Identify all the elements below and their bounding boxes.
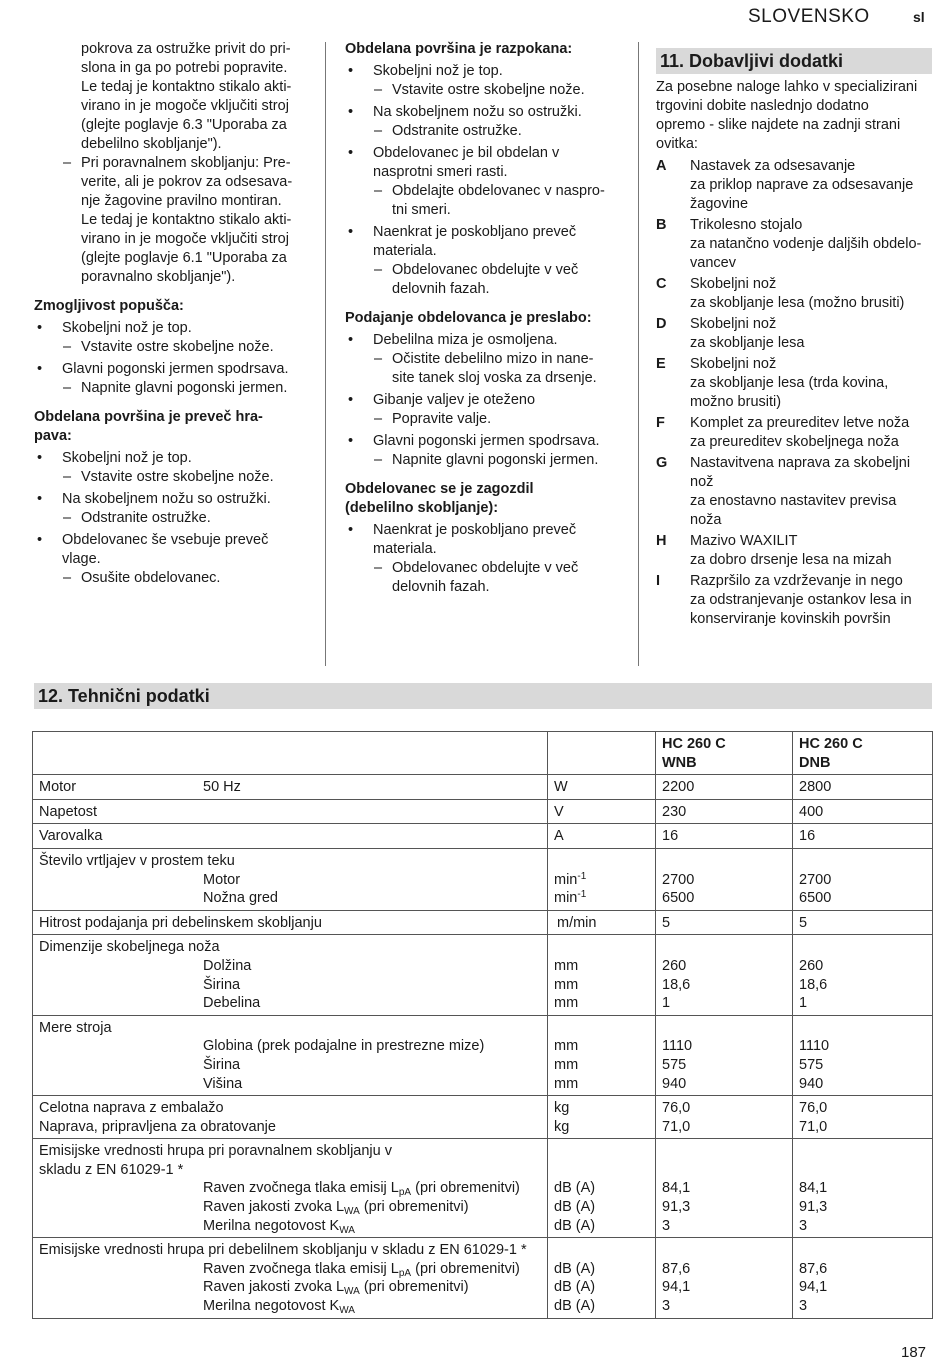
text-line	[39, 1278, 541, 1297]
value-cell: 2800	[793, 775, 933, 800]
text-line: tni smeri.	[392, 202, 451, 218]
text-line: žagovine	[690, 196, 749, 212]
table-row	[33, 935, 933, 1015]
accessory-item	[656, 454, 932, 530]
cause-item: • Na skobeljnem nožu so ostružki.	[345, 103, 623, 122]
text-line: za priklop naprave za odsesavanje	[690, 177, 914, 193]
text-line: • Obdelovanec še vsebuje preveč	[62, 532, 269, 548]
row-label: Napetost	[33, 799, 548, 824]
remedy-item: – Napnite glavni pogonski jermen.	[345, 451, 623, 470]
text-line	[39, 1217, 541, 1236]
text-line: dB (A)	[554, 1199, 596, 1216]
text-line: 260	[662, 957, 687, 974]
row-label: Hitrost podajanja pri debelinskem skobljanju	[33, 910, 548, 935]
text-line: Trikolesno stojalo	[690, 217, 803, 233]
row-label	[33, 1096, 548, 1139]
text-line: • Naenkrat je poskobljano preveč	[373, 224, 577, 240]
heading-line: (debelilno skobljanje):	[345, 500, 499, 516]
text-line: 1	[799, 995, 808, 1012]
accessory-letter: E	[656, 356, 666, 372]
text-line: Za posebne naloge lahko v specializirani	[656, 79, 918, 95]
column-divider-2	[638, 42, 639, 666]
text-line: Emisijske vrednosti hrupa pri debelilnem skobljanju v skladu z EN 61029-1 *	[39, 1242, 527, 1259]
text-line: Naprava, pripravljena za obratovanje	[39, 1118, 276, 1135]
table-row	[33, 1139, 933, 1238]
table-row	[33, 1096, 933, 1139]
cause-item	[345, 144, 623, 182]
remedy-item: – Odstranite ostružke.	[345, 122, 623, 141]
cause-item: • Debelilna miza je osmoljena.	[345, 331, 623, 350]
heading-line: Obdelovanec se je zagozdil	[345, 481, 534, 497]
accessory-letter: C	[656, 276, 667, 292]
text-line: Širina	[203, 976, 241, 993]
text-line: 575	[662, 1056, 687, 1073]
problem-heading: Zmogljivost popušča:	[34, 298, 184, 314]
text-line: Globina (prek podajalne in prestrezne mize)	[203, 1038, 485, 1055]
text-line: WNB	[662, 754, 697, 771]
remedy-item: – Vstavite ostre skobeljne nože.	[345, 81, 623, 100]
accessory-letter: D	[656, 316, 667, 332]
text-line: ovitka:	[656, 136, 698, 152]
subscript: WA	[339, 1305, 355, 1317]
subscript: WA	[344, 1206, 360, 1218]
remedy-item	[345, 182, 623, 220]
accessory-item	[656, 532, 932, 570]
remedy-item: – Napnite glavni pogonski jermen.	[34, 379, 304, 398]
text-line	[39, 1179, 541, 1198]
text-line: Širina	[203, 1056, 241, 1073]
text-line: mm	[554, 957, 579, 974]
cause-item: • Na skobeljnem nožu so ostružki.	[34, 490, 304, 509]
table-row	[33, 910, 933, 935]
accessory-item	[656, 216, 932, 273]
text-line: dB (A)	[554, 1279, 596, 1296]
remedy-item: – Vstavite ostre skobeljne nože.	[34, 338, 304, 357]
unit-cell	[548, 910, 656, 935]
section-heading-accessories: 11. Dobavljivi dodatki	[656, 48, 932, 74]
text-line: za enostavno nastavitev previsa	[690, 493, 897, 509]
text-line: mm	[554, 1075, 579, 1092]
text-line: trgovini dobite naslednjo dodatno	[656, 98, 869, 114]
cause-item	[345, 521, 623, 559]
text-line: Le tedaj je kontaktno stikalo akti-	[81, 212, 292, 228]
row-label	[33, 775, 548, 800]
language-code: sl	[913, 9, 925, 25]
text-line: kg	[554, 1118, 570, 1135]
column-divider-1	[325, 42, 326, 666]
unit-exponent: -1	[577, 889, 587, 901]
text-line: mm	[554, 995, 579, 1012]
text-line: 71,0	[662, 1118, 691, 1135]
unit-cell	[548, 1139, 656, 1238]
text-line: 1110	[799, 1038, 830, 1055]
subscript: pA	[398, 1187, 412, 1199]
text-line	[554, 889, 649, 908]
cause-item: • Gibanje valjev je oteženo	[345, 391, 623, 410]
text-line: HC 260 C	[662, 736, 726, 752]
text-line: za natančno vodenje daljših obdelo-	[690, 236, 922, 252]
text-line: debelilno skobljanje").	[81, 136, 222, 152]
text-line: 18,6	[662, 976, 691, 993]
text-line: HC 260 C	[799, 736, 863, 752]
unit-cell: A	[548, 824, 656, 849]
text-line: 3	[662, 1298, 671, 1315]
table-row	[33, 1238, 933, 1318]
text-line: 6500	[662, 890, 695, 907]
text: Raven zvočnega tlaka emisij L	[203, 1260, 399, 1277]
text-line: Nožna gred	[203, 890, 278, 907]
text: (pri obremenitvi)	[359, 1199, 469, 1216]
text-line: Emisijske vrednosti hrupa pri poravnalnem skobljanju v	[39, 1143, 392, 1160]
remedy-item: – Vstavite ostre skobeljne nože.	[34, 468, 304, 487]
text-line: konserviranje kovinskih površin	[690, 611, 891, 627]
text-line: 6500	[799, 890, 832, 907]
text: (pri obremenitvi)	[411, 1260, 520, 1277]
value-cell: 16	[656, 824, 793, 849]
text-line: 3	[799, 1298, 808, 1315]
text-line: 84,1	[799, 1180, 828, 1197]
text: Raven zvočnega tlaka emisij L	[203, 1180, 399, 1197]
text-line: Višina	[203, 1075, 243, 1092]
text-line: – Obdelovanec obdelujte v več	[392, 262, 579, 278]
accessory-letter: G	[656, 455, 668, 471]
text-line: 575	[799, 1056, 824, 1073]
remedy-item: – Popravite valje.	[345, 410, 623, 429]
text-line: Celotna naprava z embalažo	[39, 1100, 224, 1117]
text-line: 3	[799, 1217, 808, 1234]
text-line: 2700	[799, 871, 832, 888]
text-line: 940	[662, 1075, 687, 1092]
value-cell	[793, 1015, 933, 1095]
accessory-letter: I	[656, 573, 661, 589]
text-line: 1	[662, 995, 671, 1012]
text-line: za skobljanje lesa (možno brusiti)	[690, 295, 905, 311]
problem-heading	[34, 408, 304, 446]
text-line: opremo - slike najdete na zadnji strani	[656, 117, 901, 133]
text-line: – Obdelajte obdelovanec v naspro-	[392, 183, 605, 199]
text-line: – Obdelovanec obdelujte v več	[392, 560, 579, 576]
model-header-dnb	[793, 732, 933, 775]
text-line: virano in je mogoče vključiti stroj	[81, 98, 289, 114]
value-cell	[793, 1238, 933, 1318]
text-line: Dolžina	[203, 957, 252, 974]
text: (pri obremenitvi)	[359, 1279, 469, 1296]
value-cell	[656, 1139, 793, 1238]
heading-line: Obdelana površina je preveč hra-	[34, 409, 263, 425]
text-line: 87,6	[799, 1260, 828, 1277]
text-line: slona in ga po potrebi popravite.	[81, 60, 288, 76]
text-line: mm	[554, 976, 579, 993]
text-line: za odstranjevanje ostankov lesa in	[690, 592, 912, 608]
text-line	[39, 1260, 541, 1279]
value-cell	[656, 935, 793, 1015]
text-line: možno brusiti)	[690, 394, 782, 410]
table-row	[33, 824, 933, 849]
unit-base: min	[554, 890, 578, 907]
text-line: 260	[799, 957, 824, 974]
text-line: delovnih fazah.	[392, 579, 490, 595]
text-line: mm	[554, 1038, 579, 1055]
row-label	[33, 1015, 548, 1095]
troubleshooting-column-2	[345, 40, 623, 597]
text-line: DNB	[799, 754, 831, 771]
text-line: dB (A)	[554, 1260, 596, 1277]
cause-item: • Glavni pogonski jermen spodrsava.	[34, 360, 304, 379]
text-line: materiala.	[373, 243, 437, 259]
remedy-line: – Pri poravnalnem skobljanju: Pre-	[34, 154, 304, 173]
table-row	[33, 1015, 933, 1095]
technical-data-table	[32, 731, 933, 1319]
text-line: dB (A)	[554, 1180, 596, 1197]
section-heading-technical-data: 12. Tehnični podatki	[34, 683, 932, 709]
text-line: Mazivo WAXILIT	[690, 533, 798, 549]
text-line: skladu z EN 61029-1 *	[39, 1161, 184, 1178]
accessory-item	[656, 414, 932, 452]
value-cell	[793, 1096, 933, 1139]
text-line: materiala.	[373, 541, 437, 557]
unit-cell	[548, 935, 656, 1015]
value-cell	[793, 935, 933, 1015]
value-cell	[656, 1015, 793, 1095]
text-line: nasprotni smeri rasti.	[373, 164, 508, 180]
text: Merilna negotovost K	[203, 1298, 340, 1315]
subscript: WA	[344, 1286, 360, 1298]
accessory-letter: A	[656, 158, 667, 174]
accessory-item	[656, 572, 932, 629]
text-line: za skobljanje lesa	[690, 335, 805, 351]
accessories-intro	[656, 78, 932, 154]
table-row	[33, 799, 933, 824]
text: Raven jakosti zvoka L	[203, 1279, 345, 1296]
value-cell: 16	[793, 824, 933, 849]
table-header-row	[33, 732, 933, 775]
text-line: Komplet za preureditev letve noža	[690, 415, 910, 431]
text-line: poravnalno skobljanje").	[81, 269, 236, 285]
text-line: 940	[799, 1075, 824, 1092]
remedy-item: – Osušite obdelovanec.	[34, 569, 304, 588]
value-cell: 2200	[656, 775, 793, 800]
unit-cell	[548, 1015, 656, 1095]
text-line: (glejte poglavje 6.3 "Uporaba za	[81, 117, 287, 133]
text-line: za preureditev skobeljnega noža	[690, 434, 899, 450]
text-line: 1110	[662, 1038, 693, 1055]
text-line: Skobeljni nož	[690, 316, 777, 332]
text-line: Skobeljni nož	[690, 276, 777, 292]
cause-item	[345, 223, 623, 261]
accessory-item	[656, 157, 932, 214]
troubleshooting-column-1	[34, 40, 304, 588]
text-line: 76,0	[662, 1100, 691, 1117]
cause-item: • Skobeljni nož je top.	[34, 319, 304, 338]
text-line: dB (A)	[554, 1298, 596, 1315]
value-cell: 5	[793, 910, 933, 935]
text-line: 3	[662, 1217, 671, 1234]
text-line: vlage.	[62, 551, 101, 567]
value-cell: 230	[656, 799, 793, 824]
value-cell	[656, 1238, 793, 1318]
unit-cell	[548, 848, 656, 910]
unit-cell: V	[548, 799, 656, 824]
text-line: Mere stroja	[39, 1019, 112, 1036]
unit-exponent: -1	[577, 870, 587, 882]
value-cell	[793, 1139, 933, 1238]
accessory-letter: B	[656, 217, 667, 233]
text-line: (glejte poglavje 6.1 "Uporaba za	[81, 250, 287, 266]
text-line: • Naenkrat je poskobljano preveč	[373, 522, 577, 538]
text-line: 87,6	[662, 1260, 691, 1277]
text-line: Nastavek za odsesavanje	[690, 158, 856, 174]
unit-base: min	[554, 871, 578, 888]
text-line: delovnih fazah.	[392, 281, 490, 297]
accessory-letter: F	[656, 415, 665, 431]
unit-cell	[548, 1238, 656, 1318]
text: Merilna negotovost K	[203, 1217, 340, 1234]
unit-cell: W	[548, 775, 656, 800]
text-line: Debelina	[203, 995, 261, 1012]
cause-item: • Skobeljni nož je top.	[34, 449, 304, 468]
table-row	[33, 848, 933, 910]
text-line: za dobro drsenje lesa na mizah	[690, 552, 892, 568]
row-label	[33, 848, 548, 910]
value-cell	[656, 1096, 793, 1139]
row-label: Varovalka	[33, 824, 548, 849]
text-line: mm	[554, 1056, 579, 1073]
text-line: Nastavitvena naprava za skobeljni	[690, 455, 911, 471]
table-row	[33, 775, 933, 800]
text-line: – Očistite debelilno mizo in nane-	[392, 351, 594, 367]
remedy-item: – Odstranite ostružke.	[34, 509, 304, 528]
text-line: 91,3	[662, 1199, 691, 1216]
value-cell: 400	[793, 799, 933, 824]
cause-item	[34, 531, 304, 569]
text: (pri obremenitvi)	[411, 1180, 520, 1197]
text: Raven jakosti zvoka L	[203, 1199, 345, 1216]
cause-item: • Skobeljni nož je top.	[345, 62, 623, 81]
text-line: 76,0	[799, 1100, 828, 1117]
text-line	[554, 871, 649, 890]
value-cell	[793, 848, 933, 910]
accessory-letter: H	[656, 533, 667, 549]
language-label: SLOVENSKO	[748, 6, 870, 27]
text-line: 91,3	[799, 1199, 828, 1216]
text-line: Le tedaj je kontaktno stikalo akti-	[81, 79, 292, 95]
value-cell: 5	[656, 910, 793, 935]
text-line: 18,6	[799, 976, 828, 993]
accessory-item	[656, 315, 932, 353]
text-line	[39, 1198, 541, 1217]
row-label	[33, 1139, 548, 1238]
problem-heading: Obdelana površina je razpokana:	[345, 41, 573, 57]
remedy-item	[345, 350, 623, 388]
text: Motor	[39, 779, 77, 796]
problem-heading	[345, 480, 623, 518]
text-line: dB (A)	[554, 1217, 596, 1234]
text-line: virano in je mogoče vključiti stroj	[81, 231, 289, 247]
text-line: verite, ali je pokrov za odsesava-	[81, 174, 293, 190]
text-line: Skobeljni nož	[690, 356, 777, 372]
text: m/min	[557, 914, 597, 931]
text-line: za skobljanje lesa (trda kovina,	[690, 375, 889, 391]
row-label	[33, 935, 548, 1015]
problem-heading: Podajanje obdelovanca je preslabo:	[345, 310, 592, 326]
text-line	[39, 1297, 541, 1316]
accessories-column	[656, 40, 932, 631]
remedy-item	[345, 261, 623, 299]
text-line: nož	[690, 474, 714, 490]
text: 50 Hz	[203, 779, 241, 796]
subscript: WA	[339, 1224, 355, 1236]
text-line: Motor	[203, 871, 241, 888]
text-line: site tanek sloj voska za drsenje.	[392, 370, 597, 386]
page-number: 187	[901, 1344, 927, 1361]
text-line: nje žagovine pravilno montiran.	[81, 193, 282, 209]
text-line: vancev	[690, 255, 736, 271]
text-line: Dimenzije skobeljnega noža	[39, 939, 220, 956]
unit-cell	[548, 1096, 656, 1139]
intro-continuation	[34, 40, 304, 287]
remedy-item	[345, 559, 623, 597]
text-line: 84,1	[662, 1180, 691, 1197]
text-line: 94,1	[799, 1279, 828, 1296]
table-cell	[548, 732, 656, 775]
value-cell	[656, 848, 793, 910]
text-line: Število vrtljajev v prostem teku	[39, 852, 235, 869]
text-line: 2700	[662, 871, 695, 888]
table-cell	[33, 732, 548, 775]
text-line: Razpršilo za vzdrževanje in nego	[690, 573, 903, 589]
heading-line: pava:	[34, 428, 72, 444]
accessory-item	[656, 275, 932, 313]
cause-item: • Glavni pogonski jermen spodrsava.	[345, 432, 623, 451]
text-line: pokrova za ostružke privit do pri-	[81, 41, 291, 57]
subscript: pA	[398, 1267, 412, 1279]
model-header-wnb	[656, 732, 793, 775]
text-line: kg	[554, 1100, 570, 1117]
text-line: noža	[690, 512, 722, 528]
accessory-item	[656, 355, 932, 412]
text-line: 94,1	[662, 1279, 691, 1296]
text-line: 71,0	[799, 1118, 828, 1135]
row-label	[33, 1238, 548, 1318]
text-line: • Obdelovanec je bil obdelan v	[373, 145, 560, 161]
